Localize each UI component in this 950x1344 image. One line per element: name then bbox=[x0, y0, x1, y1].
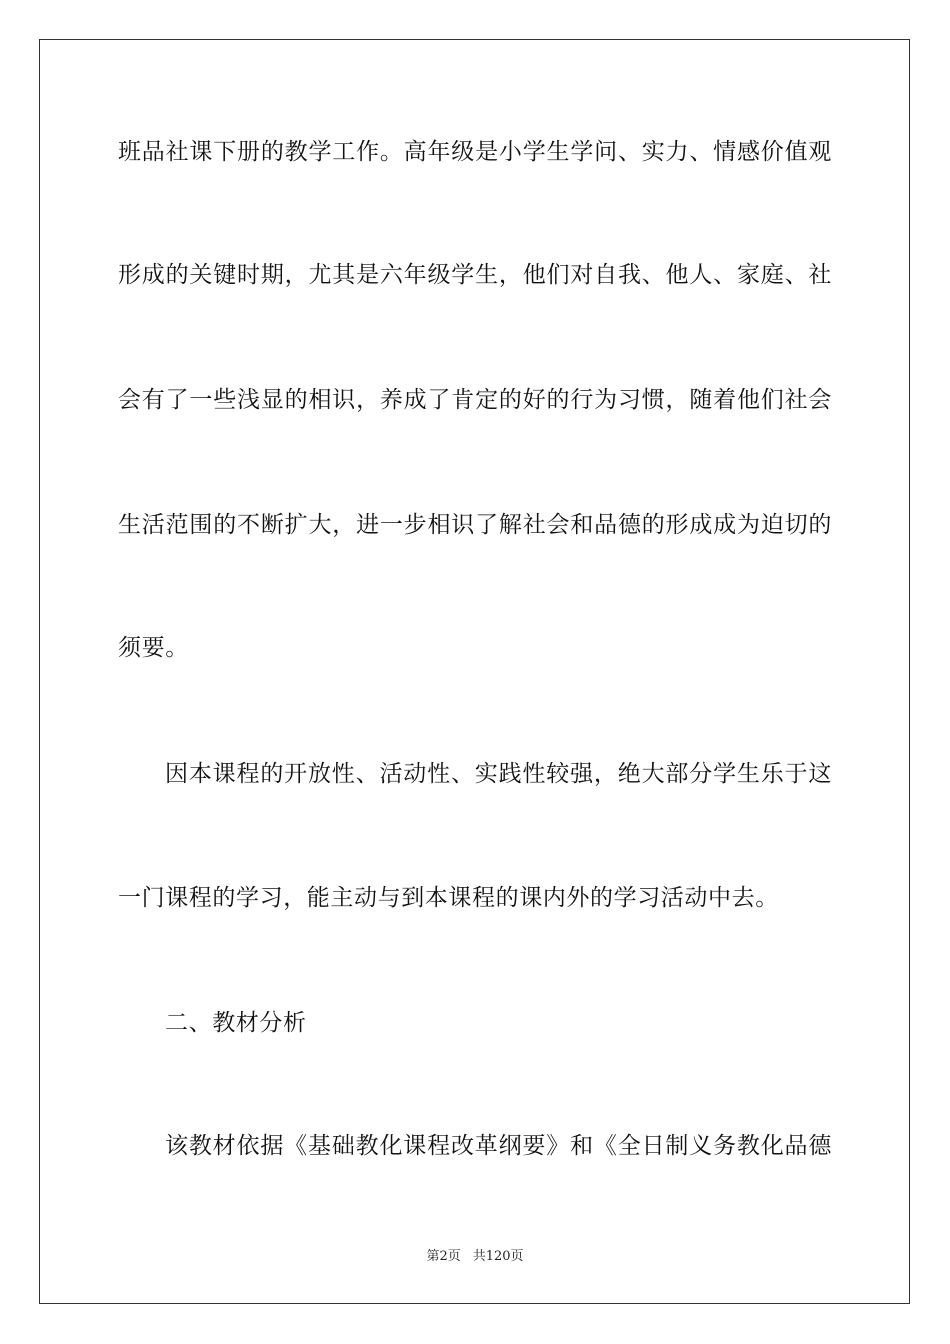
text-line: 形成的关键时期，尤其是六年级学生，他们对自我、他人、家庭、社 bbox=[118, 262, 832, 288]
page-frame bbox=[39, 39, 910, 1304]
page-footer bbox=[0, 1248, 950, 1266]
paragraph-first-line: 该教材依据《基础教化课程改革纲要》和《全日制义务教化品德 bbox=[165, 1133, 832, 1159]
text-line: 会有了一些浅显的相识，养成了肯定的好的行为习惯，随着他们社会 bbox=[118, 387, 832, 413]
page-number: 第2页 bbox=[426, 1249, 461, 1264]
text-line: 须要。 bbox=[118, 635, 189, 661]
paragraph-first-line: 因本课程的开放性、活动性、实践性较强，绝大部分学生乐于这 bbox=[165, 761, 832, 787]
total-pages: 共120页 bbox=[472, 1249, 524, 1264]
text-line: 生活范围的不断扩大，进一步相识了解社会和品德的形成成为迫切的 bbox=[118, 512, 832, 538]
section-heading: 二、教材分析 bbox=[165, 1010, 307, 1036]
text-line: 一门课程的学习，能主动与到本课程的课内外的学习活动中去。 bbox=[118, 885, 779, 911]
text-line: 班品社课下册的教学工作。高年级是小学生学问、实力、情感价值观 bbox=[118, 139, 832, 165]
